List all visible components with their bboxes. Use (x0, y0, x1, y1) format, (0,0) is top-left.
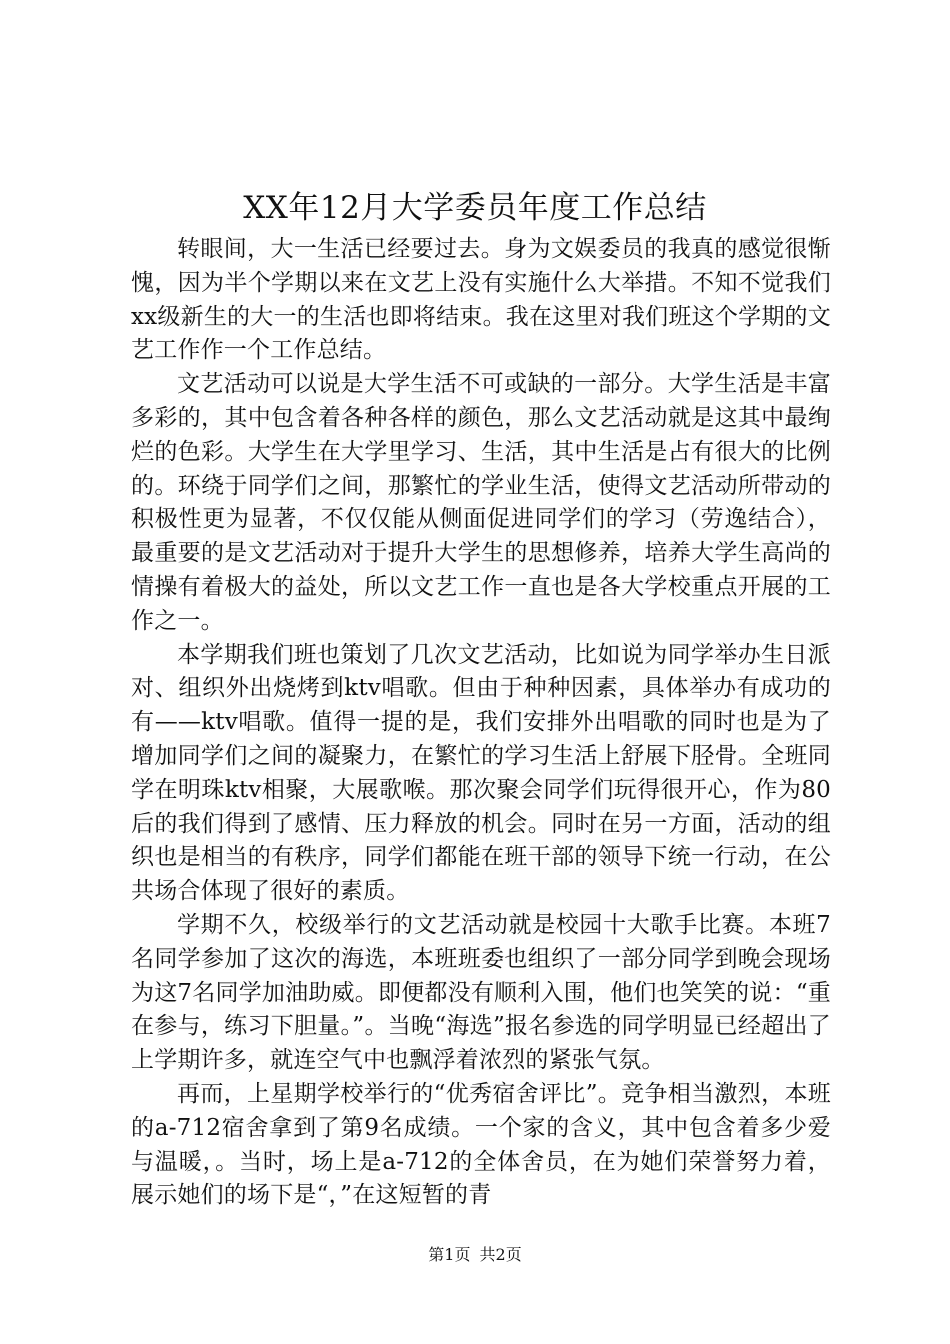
document-title: XX年12月大学委员年度工作总结 (243, 190, 707, 226)
page-total: 共2页 (479, 1245, 522, 1264)
page-number: 第1页 (428, 1245, 471, 1264)
paragraph-1: 转眼间，大一生活已经要过去。身为文娱委员的我真的感觉很惭愧，因为半个学期以来在文艺上没有实施什么大举措。不知不觉我们xx级新生的大一的生活也即将结束。我在这里对我们班这个学期的文艺工作作一个工作总结。 (131, 236, 831, 364)
paragraph-3: 本学期我们班也策划了几次文艺活动，比如说为同学举办生日派对、组织外出烧烤到ktv唱歌。但由于种种因素，具体举办有成功的有——ktv唱歌。值得一提的是，我们安排外出唱歌的同时也是为了增加同学们之间的凝聚力，在繁忙的学习生活上舒展下胫骨。全班同学在明珠ktv相聚，大展歌喉。那次聚会同学们玩得很开心，作为80后的我们得到了感情、压力释放的机会。同时在另一方面，活动的组织也是相当的有秩序，同学们都能在班干部的领导下统一行动，在公共场合体现了很好的素质。 (131, 641, 831, 905)
paragraph-4: 学期不久，校级举行的文艺活动就是校园十大歌手比赛。本班7名同学参加了这次的海选，本班班委也组织了一部分同学到晚会现场为这7名同学加油助威。即便都没有顺利入围，他们也笑笑的说：“重在参与，练习下胆量。”。当晚“海选”报名参选的同学明显已经超出了上学期许多，就连空气中也飘浮着浓烈的紧张气氛。 (131, 911, 831, 1074)
paragraph-5: 再而，上星期学校举行的“优秀宿舍评比”。竞争相当激烈，本班的a-712宿舍拿到了第9名成绩。一个家的含义，其中包含着多少爱与温暖，。当时，场上是a-712的全体舍员，在为她们荣誉努力着，展示她们的场下是“，”在这短暂的青 (131, 1080, 831, 1209)
paragraph-2: 文艺活动可以说是大学生活不可或缺的一部分。大学生活是丰富多彩的，其中包含着各种各样的颜色，那么文艺活动就是这其中最绚烂的色彩。大学生在大学里学习、生活，其中生活是占有很大的比例的。环绕于同学们之间，那繁忙的学业生活，使得文艺活动所带动的积极性更为显著，不仅仅能从侧面促进同学们的学习（劳逸结合），最重要的是文艺活动对于提升大学生的思想修养，培养大学生高尚的情操有着极大的益处，所以文艺工作一直也是各大学校重点开展的工作之一。 (131, 371, 831, 634)
document-body (131, 233, 831, 1213)
page-footer (0, 1244, 950, 1266)
